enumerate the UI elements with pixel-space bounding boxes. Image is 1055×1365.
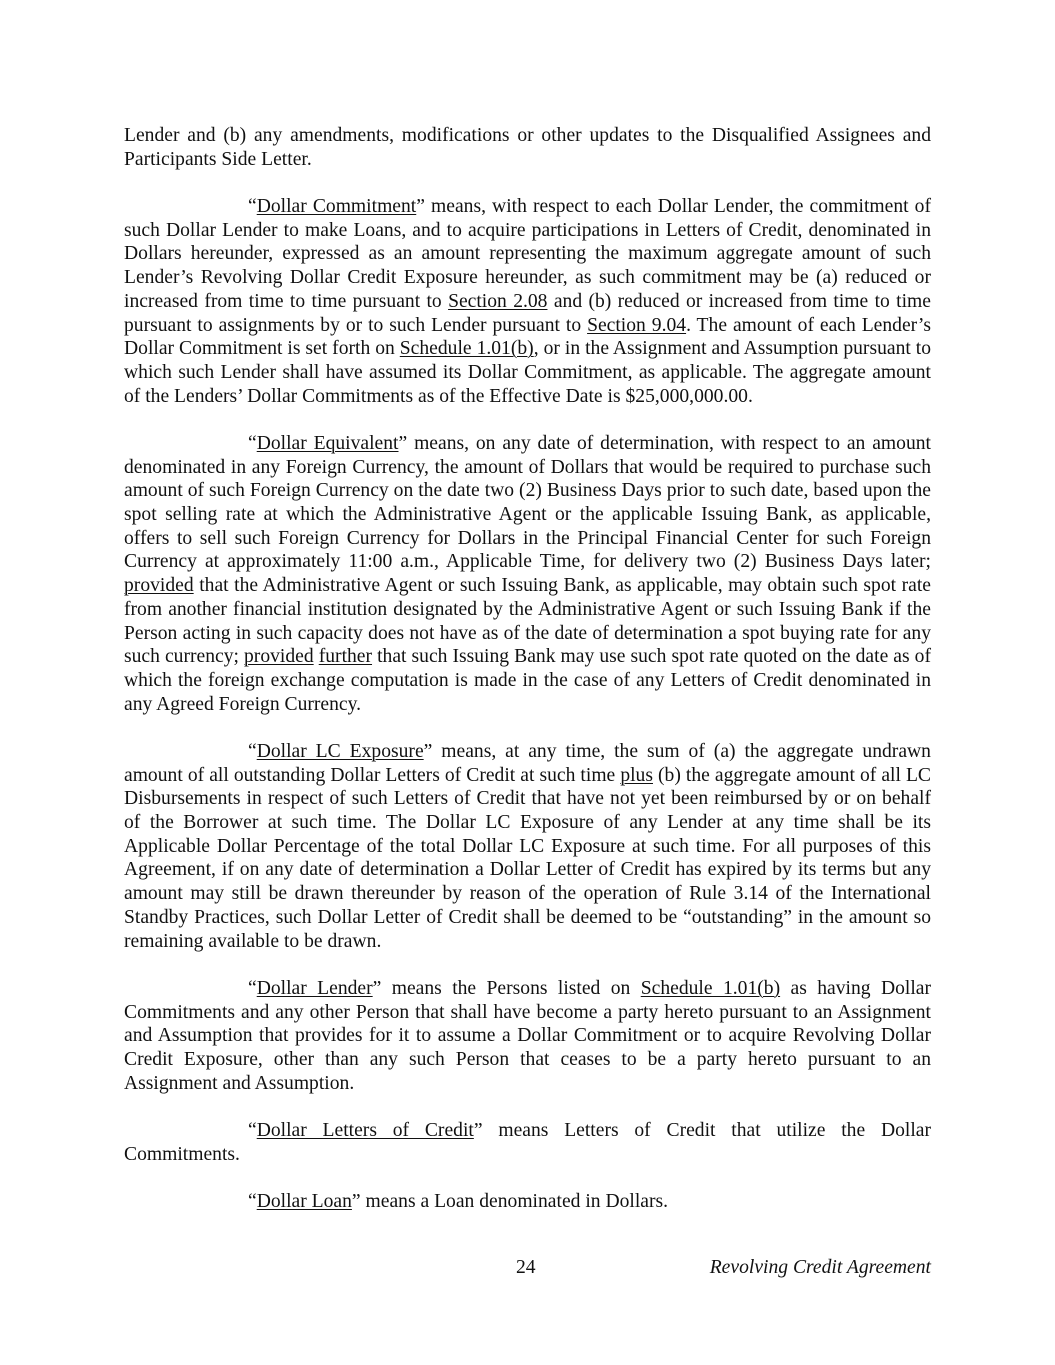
open-quote: “ (248, 740, 257, 762)
definition-text: ” (423, 740, 433, 762)
cross-reference: Section 2.08 (448, 290, 548, 312)
cross-reference: provided (244, 646, 314, 668)
defined-term: Dollar Commitment (256, 196, 417, 217)
page-number: 24 (516, 1257, 536, 1278)
defined-term: Dollar Lender (256, 977, 373, 999)
defined-term: Dollar Equivalent (256, 432, 399, 454)
definition-text: as having Dollar Commitments and any other Person that shall have become a party hereto pursuant to an Assignment and Assumption that provides for it to assume a Dollar Commitment or to acquire Revolving Dollar Credit Exposure, other than any such Person that ceases to be a party hereto pursuant to an Assignment and Assumption. (124, 977, 931, 1094)
definition-text: and (b) reduced or increased from time to time pursuant to assignments by or to such Lender pursuant to (124, 290, 931, 336)
continuation-paragraph: Lender and (b) any amendments, modifications or other updates to the Disqualified Assignees and Participants Side Letter. (124, 125, 931, 170)
definition-text: means, at any time, the sum of (a) the aggregate undrawn amount of all outstanding Dollar Letters of Credit at such time (124, 740, 931, 786)
definition-text: , or in the Assignment and Assumption pursuant to which such Lender shall have assumed its Dollar Commitment, as applicable. The aggregate amount of the Lenders’ Dollar Commitments as of the Effective Date is $25,000,000.00. (124, 338, 932, 407)
open-quote: “ (248, 1119, 257, 1141)
definition-paragraph (124, 195, 931, 408)
page-footer (124, 1256, 931, 1280)
definition-paragraph (124, 977, 931, 1096)
definition-text: that the Administrative Agent or such Issuing Bank, as applicable, may obtain such spot rate from another financial institution designated by the Administrative Agent or such Issuing Bank if the Person acting in such capacity does not have as of the date of determination a spot buying rate for any such currency; (124, 575, 931, 668)
definition-text: means Letters of Credit that utilize the Dollar Commitments. (124, 1119, 931, 1165)
cross-reference: Schedule 1.01(b) (399, 338, 534, 360)
definition-text: ” (351, 1190, 361, 1212)
definition-text: ” (473, 1119, 483, 1141)
cross-reference: Schedule 1.01(b) (640, 977, 781, 999)
definition-text: ” (372, 977, 382, 999)
definition-paragraph (124, 740, 931, 953)
footer-document-title: Revolving Credit Agreement (709, 1257, 931, 1278)
open-quote: “ (248, 977, 257, 999)
definition-paragraph (124, 432, 931, 716)
definition-text: that such Issuing Bank may use such spot rate quoted on the date as of which the foreign exchange computation is made in the case of any Letters of Credit denominated in any Agreed Foreign Currency. (124, 646, 932, 715)
definition-text: means, with respect to each Dollar Lender, the commitment of such Dollar Lender to make Loans, and to acquire participations in Letters of Credit, denominated in Dollars hereunder, expressed as an amount representing the maximum aggregate amount of such Lender’s Revolving Dollar Credit Exposure hereunder, as such commitment may be (a) reduced or increased from time to time pursuant to (124, 196, 931, 312)
cross-reference: provided (124, 575, 194, 597)
definition-text: ” (416, 196, 425, 217)
definition-text: (b) the aggregate amount of all LC Disbursements in respect of such Letters of Credit that have not yet been reimbursed by or on behalf of the Borrower at such time. The Dollar LC Exposure of any Lender at any time shall be its Applicable Dollar Percentage of the total Dollar LC Exposure at such time. For all purposes of this Agreement, if on any date of determination a Dollar Letter of Credit has expired by its terms but any amount may still be drawn thereunder by reason of the operation of Rule 3.14 of the International Standby Practices, such Dollar Letter of Credit shall be deemed to be “outstanding” in the amount so remaining available to be drawn. (124, 764, 931, 952)
definition-text: ” (398, 432, 408, 454)
definition-text: . The amount of each Lender’s Dollar Commitment is set forth on (124, 314, 931, 360)
defined-term: Dollar Loan (256, 1190, 352, 1212)
cross-reference: plus (620, 764, 653, 786)
cross-reference: Section 9.04 (587, 314, 687, 336)
definition-text: means the Persons listed on (381, 977, 641, 999)
definition-paragraph (124, 1190, 931, 1214)
defined-term: Dollar LC Exposure (256, 740, 424, 762)
open-quote: “ (248, 196, 257, 217)
definition-text: means, on any date of determination, with respect to an amount denominated in any Foreign Currency, the amount of Dollars that would be required to purchase such amount of such Foreign Currency on the date two (2) Business Days prior to such date, based upon the spot selling rate at which the Administrative Agent or the applicable Issuing Bank, as applicable, offers to sell such Foreign Currency for Dollars in the Principal Financial Center for such Foreign Currency at approximately 11:00 a.m., Applicable Time, for delivery two (2) Business Days later; (124, 432, 931, 573)
definition-text: means a Loan denominated in Dollars. (360, 1190, 669, 1212)
document-page (124, 124, 931, 1237)
definition-paragraph (124, 1119, 931, 1166)
defined-term: Dollar Letters of Credit (256, 1119, 474, 1141)
open-quote: “ (248, 432, 257, 454)
open-quote: “ (248, 1190, 257, 1212)
cross-reference: further (318, 646, 373, 668)
definitions-list (124, 195, 931, 1214)
